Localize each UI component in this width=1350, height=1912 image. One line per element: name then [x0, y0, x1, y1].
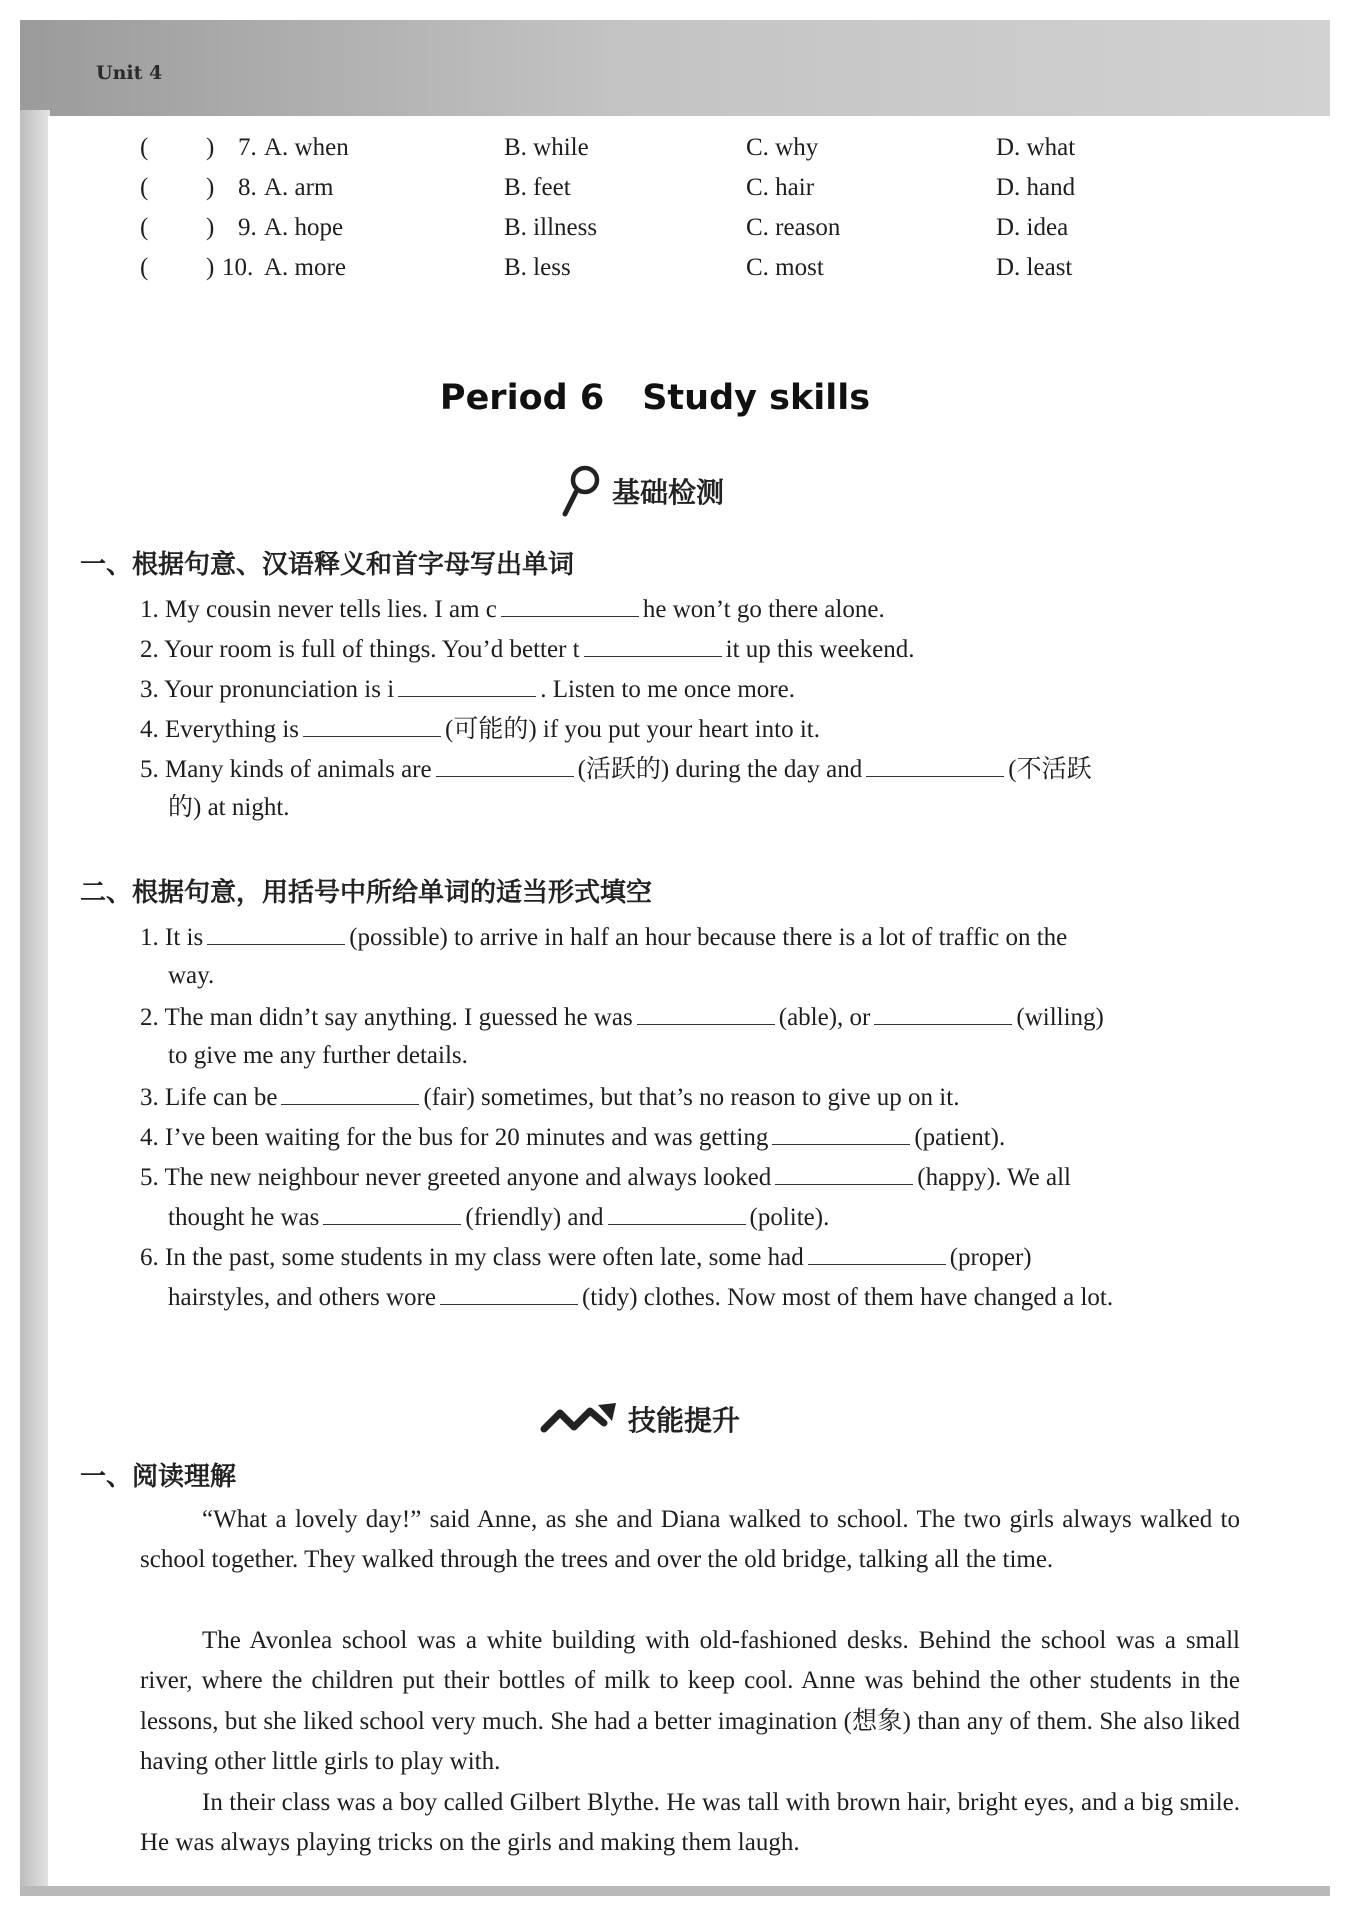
magnifier-icon: [560, 464, 602, 518]
answer-blank[interactable]: [866, 750, 1004, 777]
question-text: thought he was: [168, 1204, 320, 1231]
question-number: 7.: [238, 134, 257, 161]
part2-title: 二、根据句意，用括号中所给单词的适当形式填空: [80, 878, 653, 908]
answer-blank[interactable]: [775, 1158, 913, 1185]
basic-section-head: [560, 468, 724, 514]
option-c: C. most: [746, 254, 824, 281]
p2-question-2: [140, 998, 1104, 1036]
p2-question-6-cont: [168, 1278, 1113, 1316]
skills-section-title: 技能提升: [628, 1404, 741, 1437]
question-text: 4. I’ve been waiting for the bus for 20 minutes and was getting: [140, 1124, 769, 1151]
answer-blank[interactable]: [440, 1278, 578, 1305]
answer-paren-open: (: [140, 214, 149, 241]
question-text: (possible) to arrive in half an hour because there is a lot of traffic on the: [349, 924, 1068, 951]
part1-title: 一、根据句意、汉语释义和首字母写出单词: [80, 550, 575, 580]
question-text: 2. Your room is full of things. You’d better t: [140, 636, 580, 663]
question-text: 2. The man didn’t say anything. I guessed he was: [140, 1004, 633, 1031]
question-text: 1. It is: [140, 924, 204, 951]
option-a: A. hope: [264, 214, 344, 241]
question-text: (活跃的) during the day and: [577, 756, 863, 783]
answer-paren-open: (: [140, 134, 149, 161]
answer-blank[interactable]: [281, 1078, 419, 1105]
question-text: (able), or: [778, 1004, 871, 1031]
period-title: [0, 378, 1310, 418]
reading-paragraph-3: In their class was a boy called Gilbert Blythe. He was tall with brown hair, bright eyes, and a big smile. He was always playing tricks on the girls and making them laugh.: [140, 1789, 1240, 1857]
p1-question-2: [140, 630, 914, 668]
answer-paren-close: ): [206, 134, 215, 161]
question-text: 4. Everything is: [140, 716, 300, 743]
question-text: (friendly) and: [465, 1204, 604, 1231]
p1-question-1: [140, 590, 885, 628]
question-text: 3. Life can be: [140, 1084, 278, 1111]
bottom-band: [20, 1886, 1330, 1896]
option-a: A. arm: [264, 174, 334, 201]
answer-paren-close: ): [206, 214, 215, 241]
p2-question-1-cont: way.: [168, 962, 215, 989]
question-text: . Listen to me once more.: [540, 676, 795, 703]
answer-blank[interactable]: [207, 918, 345, 945]
p2-question-4: [140, 1118, 1005, 1156]
period-name: Study skills: [642, 378, 871, 418]
answer-blank[interactable]: [323, 1198, 461, 1225]
skills-section-head: [540, 1396, 740, 1442]
period-number: Period 6: [439, 378, 605, 418]
header-band: [20, 20, 1330, 116]
option-c: C. hair: [746, 174, 815, 201]
option-d: D. what: [996, 134, 1076, 161]
question-text: (willing): [1016, 1004, 1104, 1031]
question-text: 1. My cousin never tells lies. I am c: [140, 596, 497, 623]
option-a: A. when: [264, 134, 349, 161]
question-text: (可能的) if you put your heart into it.: [445, 716, 820, 743]
trend-arrow-icon: [540, 1399, 618, 1439]
option-b: B. while: [504, 134, 589, 161]
p2-question-2-cont: to give me any further details.: [168, 1042, 468, 1069]
p2-question-3: [140, 1078, 959, 1116]
question-text: it up this weekend.: [725, 636, 915, 663]
option-b: B. feet: [504, 174, 571, 201]
p1-question-5-cont: 的) at night.: [168, 794, 290, 821]
p1-question-5: [140, 750, 1092, 788]
question-text: (happy). We all: [917, 1164, 1071, 1191]
question-number: 8.: [238, 174, 257, 201]
p2-question-6: [140, 1238, 1032, 1276]
question-text: (fair) sometimes, but that’s no reason to give up on it.: [423, 1084, 960, 1111]
p2-question-5-cont: [168, 1198, 829, 1236]
question-text: (polite).: [749, 1204, 830, 1231]
question-text: 3. Your pronunciation is i: [140, 676, 395, 703]
left-margin-band: [20, 110, 50, 1890]
option-d: D. idea: [996, 214, 1069, 241]
reading-paragraph-1: “What a lovely day!” said Anne, as she and Diana walked to school. The two girls always walked to school together. They walked through the trees and over the old bridge, talking all the time.: [140, 1506, 1240, 1574]
unit-label: Unit 4: [96, 62, 163, 84]
answer-paren-open: (: [140, 174, 149, 201]
p2-question-5: [140, 1158, 1071, 1196]
question-text: (tidy) clothes. Now most of them have changed a lot.: [581, 1284, 1114, 1311]
answer-blank[interactable]: [808, 1238, 946, 1265]
option-c: C. reason: [746, 214, 841, 241]
answer-blank[interactable]: [772, 1118, 910, 1145]
option-b: B. less: [504, 254, 571, 281]
question-text: 5. Many kinds of animals are: [140, 756, 432, 783]
answer-blank[interactable]: [303, 710, 441, 737]
reading-title: 一、阅读理解: [80, 1462, 237, 1492]
answer-paren-open: (: [140, 254, 149, 281]
answer-blank[interactable]: [874, 998, 1012, 1025]
question-text: (patient).: [914, 1124, 1006, 1151]
question-text: (不活跃: [1008, 756, 1092, 783]
question-number: 9.: [238, 214, 257, 241]
answer-blank[interactable]: [637, 998, 775, 1025]
question-text: 5. The new neighbour never greeted anyone and always looked: [140, 1164, 772, 1191]
question-text: (proper): [949, 1244, 1032, 1271]
answer-blank[interactable]: [501, 590, 639, 617]
answer-blank[interactable]: [608, 1198, 746, 1225]
reading-paragraph-2: The Avonlea school was a white building with old-fashioned desks. Behind the school was a small river, where the children put their bottles of milk to keep cool. Anne was behind the other students in the lessons, but she liked school very much. She had a better imagination (想象) than any of them. She also liked having other little girls to play with.: [140, 1627, 1240, 1775]
answer-blank[interactable]: [436, 750, 574, 777]
question-text: hairstyles, and others wore: [168, 1284, 436, 1311]
option-d: D. least: [996, 254, 1073, 281]
option-c: C. why: [746, 134, 819, 161]
answer-blank[interactable]: [584, 630, 722, 657]
basic-section-title: 基础检测: [612, 476, 725, 509]
question-text: 6. In the past, some students in my class were often late, some had: [140, 1244, 804, 1271]
p2-question-1: [140, 918, 1067, 956]
p1-question-3: [140, 670, 795, 708]
option-d: D. hand: [996, 174, 1076, 201]
answer-paren-close: ): [206, 174, 215, 201]
answer-paren-close: ): [206, 254, 215, 281]
option-b: B. illness: [504, 214, 598, 241]
question-text: he won’t go there alone.: [642, 596, 885, 623]
question-number: 10.: [222, 254, 254, 281]
answer-blank[interactable]: [398, 670, 536, 697]
option-a: A. more: [264, 254, 346, 281]
p1-question-4: [140, 710, 820, 748]
